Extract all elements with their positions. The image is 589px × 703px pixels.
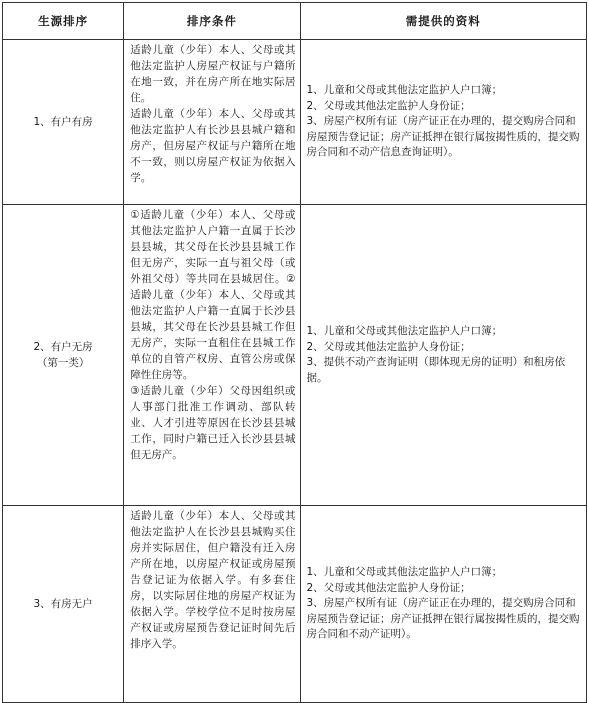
documents-cell — [300, 205, 587, 506]
source-label: 3、有房无户 — [33, 598, 93, 610]
document-item: 1、儿童和父母或其他法定监护人户口簿； — [306, 325, 503, 337]
source-label: 1、有户有房 — [33, 116, 93, 128]
header-source: 生源排序 — [3, 3, 124, 40]
documents-cell — [300, 40, 587, 205]
document-item: 2、父母或其他法定监护人身份证； — [306, 581, 471, 594]
conditions-cell — [124, 205, 300, 506]
condition-text: 适龄儿童（少年）本人、父母或其他法定监护人房屋产权证与户籍所在地一致，并在房产所在地实际居住。 — [130, 44, 296, 104]
document-item: 2、父母或其他法定监护人身份证； — [306, 99, 471, 112]
source-cell — [3, 40, 124, 205]
documents-cell — [300, 506, 587, 703]
document-item: 2、父母或其他法定监护人身份证； — [306, 340, 471, 353]
source-cell — [3, 506, 124, 703]
table-row — [3, 205, 587, 506]
header-documents: 需提供的资料 — [300, 3, 587, 40]
document-item: 3、房屋产权所有证（房产证正在办理的，提交购房合同和房屋预告登记证；房产证抵押在银行属按揭性质的，提交购房合同和不动产证明）。 — [306, 597, 580, 641]
enrollment-table — [2, 2, 587, 703]
condition-text: 适龄儿童（少年）本人、父母或其他法定监护人有长沙县县城户籍和房产，但房屋产权证与户籍所在地不一致，则以房屋产权证为依据入学。 — [130, 108, 296, 184]
header-conditions: 排序条件 — [124, 3, 300, 40]
condition-text: ①适龄儿童（少年）本人、父母或其他法定监护人户籍一直属于长沙县县城，其父母在长沙县县城工作但无房产，实际一直与祖父母（或外祖父母）等共同在县城居住。②适龄儿童（少年）本人、父母或其他法定监护人户籍一直属于长沙县县城，其父母在长沙县县城工作但无房产，实际一直租住在县城工作单位的自管产权房、直管公房或保障性住房等。 — [130, 209, 296, 381]
conditions-cell — [124, 40, 300, 205]
table-row — [3, 506, 587, 703]
document-item: 3、提供不动产查询证明（即体现无房的证明）和租房依据。 — [306, 356, 566, 384]
conditions-cell — [124, 506, 300, 703]
source-sublabel: （第一类） — [36, 357, 90, 369]
condition-text: 适龄儿童（少年）本人、父母或其他法定监护人在长沙县县城购买住房并实际居住，但户籍没有迁入房产所在地，以房屋产权证或房屋预告登记证为依据入学。有多套住房，以实际居住地的房屋产权证为依据入学。学校学位不足时按房屋产权证或房屋预告登记证时间先后排序入学。 — [130, 510, 296, 650]
document-item: 1、儿童和父母或其他法定监护人户口簿； — [306, 84, 503, 97]
document-item: 3、房屋产权所有证（房产证正在办理的，提交购房合同和房屋预告登记证；房产证抵押在银行属按揭性质的，提交购房合同和不动产信息查询证明）。 — [306, 115, 580, 159]
table-row — [3, 40, 587, 205]
condition-text: ③适龄儿童（少年）父母因组织或人事部门批准工作调动、部队转业、人才引进等原因在长沙县县城工作，同时户籍已迁入长沙县县城但无房产。 — [130, 385, 296, 461]
source-cell — [3, 205, 124, 506]
source-label: 2、有户无房 — [33, 341, 93, 353]
document-item: 1、儿童和父母或其他法定监护人户口簿； — [306, 566, 503, 579]
table-header-row — [3, 3, 587, 40]
